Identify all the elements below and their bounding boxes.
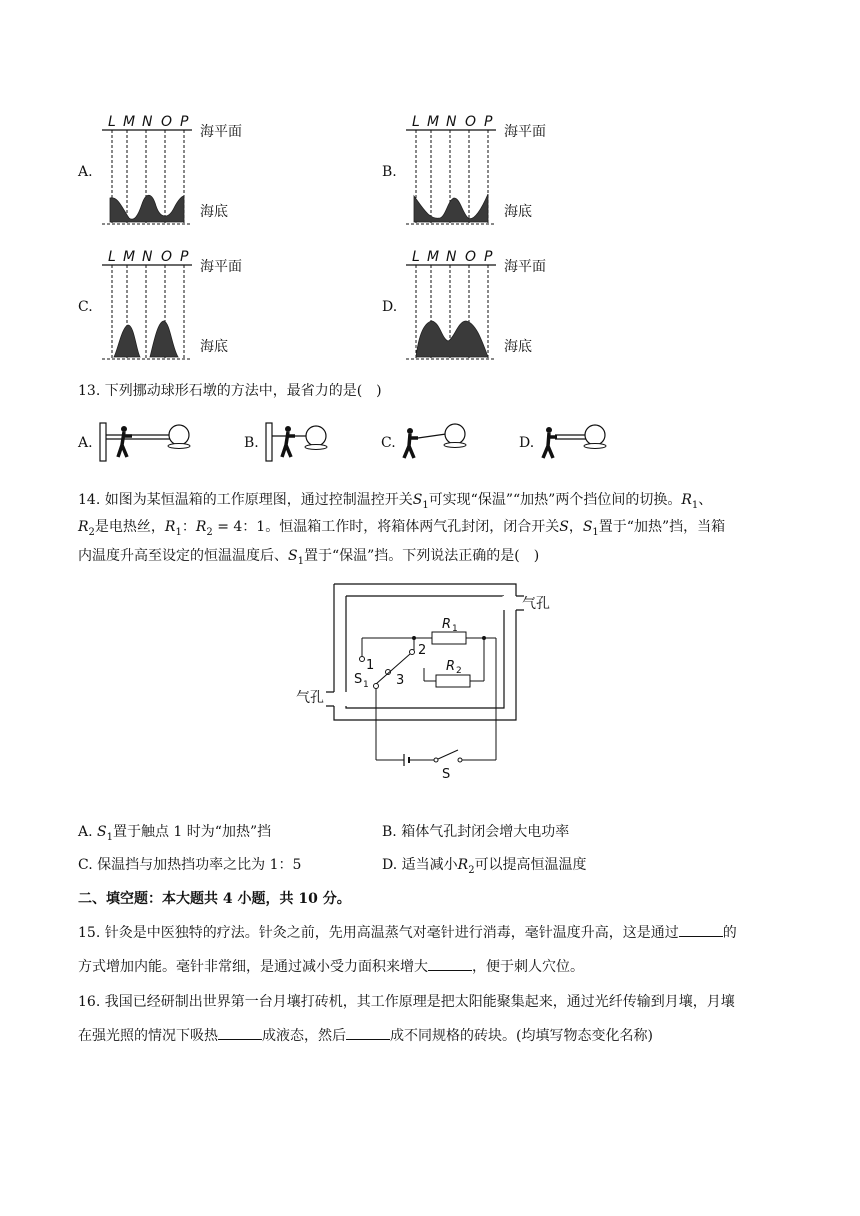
option-d-label: D.: [382, 299, 398, 315]
sea-floor-label: 海底: [504, 204, 532, 220]
column-label-o: O: [465, 249, 477, 265]
column-label-m: M: [123, 249, 136, 265]
column-label-l: L: [412, 114, 420, 130]
person-lever-post-near-icon: [96, 421, 194, 463]
column-label-n: N: [446, 249, 457, 265]
sea-level-label: 海平面: [504, 259, 546, 275]
q14-option-a: A. $S_1$置于触点 1 时为“加热”挡: [78, 824, 272, 843]
q14-option-b: B. 箱体气孔封闭会增大电功率: [382, 824, 570, 840]
contact-2-label: 2: [418, 643, 427, 658]
blank-15-2[interactable]: [428, 956, 472, 971]
q13-option-c-label: C.: [381, 435, 396, 451]
blank-15-1[interactable]: [679, 922, 723, 937]
person-rope-post-icon: [262, 421, 330, 463]
question-14-line-1: 14. 如图为某恒温箱的工作原理图，通过控制温控开关$S_1$可实现“保温”“加热”两个挡位间的切换。$R_1$、: [78, 492, 713, 511]
s1-subscript: 1: [363, 680, 369, 690]
sea-level-label: 海平面: [200, 124, 242, 140]
question-15-line-2: 方式增加内能。毫针非常细，是通过减小受力面积来增大 ，便于刺人穴位。: [78, 956, 584, 977]
question-14-line-2: $R_2$是电热丝，$R_1$：$R_2 = 4$：1。恒温箱工作时，将箱体两气孔封闭，闭合开关S，$S_1$置于“加热”挡，当箱: [78, 519, 726, 538]
column-label-n: N: [142, 249, 153, 265]
question-16-line-1: 16. 我国已经研制出世界第一台月壤打砖机，其工作原理是把太阳能聚集起来，通过光纤传输到月壤，月壤: [78, 994, 735, 1010]
column-label-n: N: [142, 114, 153, 130]
r1-subscript: 1: [452, 624, 458, 634]
person-lever-push-icon: [537, 421, 609, 463]
column-label-l: L: [108, 249, 116, 265]
blank-16-2[interactable]: [346, 1025, 390, 1040]
question-14-line-3: 内温度升高至设定的恒温温度后、$S_1$置于“保温”挡。下列说法正确的是( ): [78, 548, 540, 567]
r1-label: R: [442, 617, 452, 632]
q13-option-a-label: A.: [78, 435, 93, 451]
sea-floor-diagram-b: [402, 108, 582, 234]
column-label-m: M: [123, 114, 136, 130]
sea-floor-diagram-d: [402, 243, 582, 369]
sea-level-label: 海平面: [504, 124, 546, 140]
sea-floor-profile: [416, 321, 488, 357]
column-label-p: P: [180, 114, 189, 130]
column-label-l: L: [412, 249, 420, 265]
column-label-m: M: [427, 249, 440, 265]
blank-16-1[interactable]: [218, 1025, 262, 1040]
q13-option-d-label: D.: [519, 435, 535, 451]
q14-option-d: D. 适当减小$R_2$可以提高恒温温度: [382, 857, 587, 876]
column-label-p: P: [484, 114, 493, 130]
column-label-n: N: [446, 114, 457, 130]
column-label-o: O: [465, 114, 477, 130]
contact-3-label: 3: [396, 673, 405, 688]
column-label-o: O: [161, 114, 173, 130]
question-16-line-2: 在强光照的情况下吸热 成液态，然后 成不同规格的砖块。(均填写物态变化名称): [78, 1025, 653, 1046]
column-label-o: O: [161, 249, 173, 265]
option-a-label: A.: [78, 164, 93, 180]
thermostat-circuit-diagram: [292, 576, 572, 786]
s1-label: S: [354, 672, 363, 687]
sea-floor-diagram-c: [98, 243, 278, 369]
sea-floor-diagram-a: [98, 108, 278, 234]
vent-right-label: 气孔: [522, 596, 550, 612]
r2-label: R: [446, 659, 456, 674]
sea-level-label: 海平面: [200, 259, 242, 275]
section-2-title: 二、填空题：本大题共 4 小题，共 10 分。: [78, 891, 351, 907]
column-label-p: P: [180, 249, 189, 265]
option-b-label: B.: [382, 164, 397, 180]
r2-subscript: 2: [456, 666, 462, 676]
question-15-line-1: 15. 针灸是中医独特的疗法。针灸之前，先用高温蒸气对毫针进行消毒，毫针温度升高，这是通过 的: [78, 922, 737, 943]
q14-option-c: C. 保温挡与加热挡功率之比为 1：5: [78, 857, 302, 873]
column-label-p: P: [484, 249, 493, 265]
column-label-l: L: [108, 114, 116, 130]
vent-left-label: 气孔: [296, 690, 324, 706]
person-rope-pull-icon: [398, 421, 470, 463]
option-c-label: C.: [78, 299, 93, 315]
column-label-m: M: [427, 114, 440, 130]
sea-floor-label: 海底: [200, 204, 228, 220]
sea-floor-label: 海底: [200, 339, 228, 355]
contact-1-label: 1: [366, 658, 375, 673]
sea-floor-label: 海底: [504, 339, 532, 355]
s-switch-label: S: [442, 767, 451, 782]
q13-option-b-label: B.: [244, 435, 259, 451]
sea-floor-profile: [414, 194, 488, 222]
sea-floor-profile: [110, 195, 184, 222]
question-13-stem: 13. 下列挪动球形石墩的方法中，最省力的是( ): [78, 383, 382, 399]
